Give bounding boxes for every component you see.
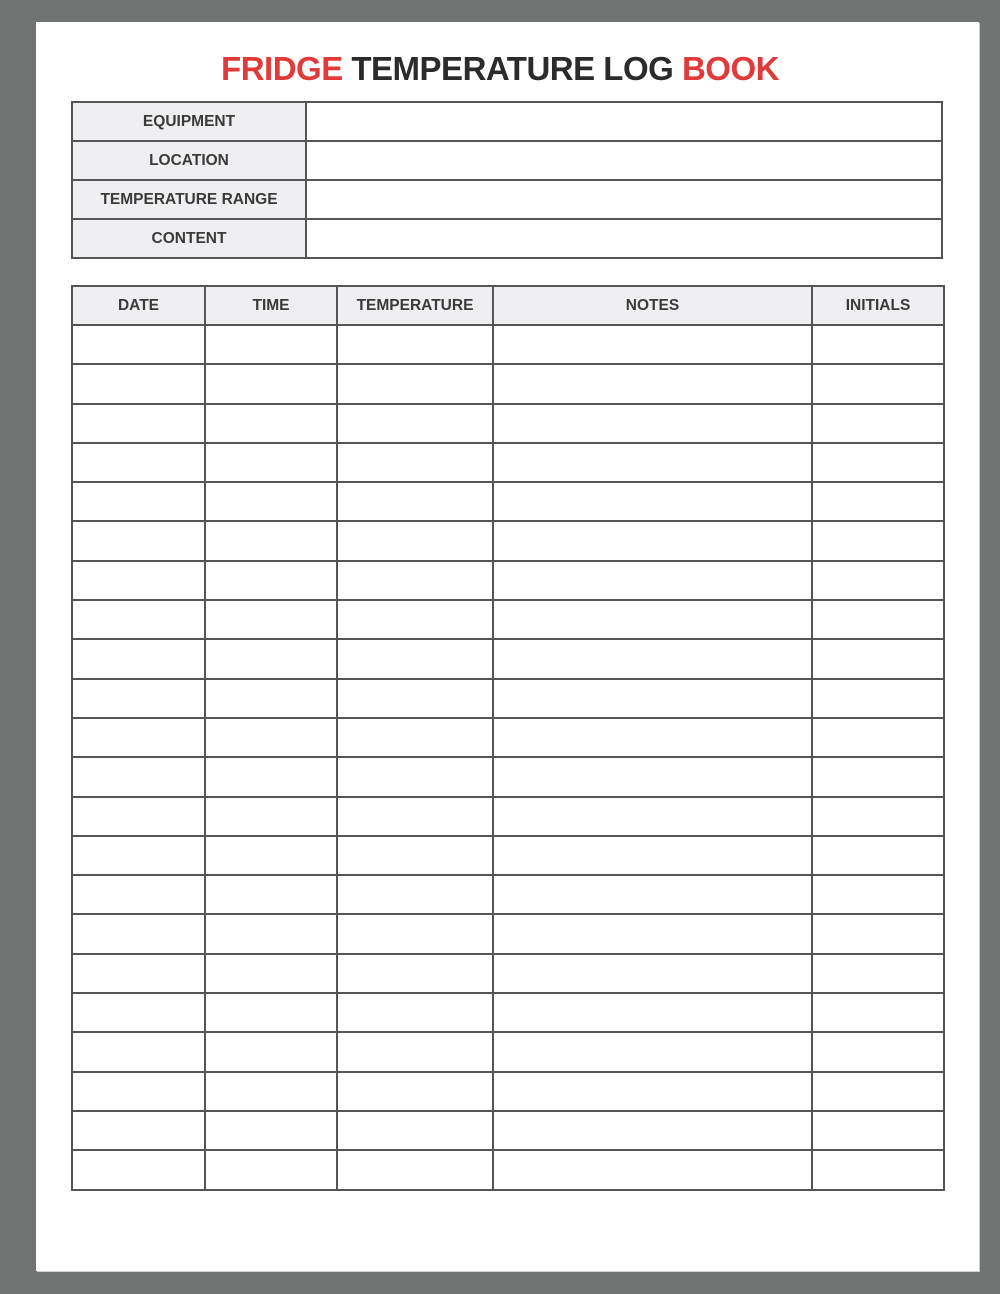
table-row — [72, 325, 944, 364]
date-cell[interactable] — [72, 757, 205, 796]
temperature-cell[interactable] — [337, 1111, 493, 1150]
date-cell[interactable] — [72, 1032, 205, 1071]
table-row — [72, 443, 944, 482]
initials-cell[interactable] — [812, 954, 944, 993]
table-row — [72, 718, 944, 757]
initials-cell[interactable] — [812, 521, 944, 560]
table-row — [72, 954, 944, 993]
initials-cell[interactable] — [812, 325, 944, 364]
table-row — [72, 521, 944, 560]
table-row — [72, 1072, 944, 1111]
date-cell[interactable] — [72, 797, 205, 836]
notes-cell[interactable] — [493, 797, 812, 836]
temperature-cell[interactable] — [337, 521, 493, 560]
temperature-cell[interactable] — [337, 1072, 493, 1111]
table-row — [72, 1150, 944, 1189]
table-row — [72, 757, 944, 796]
date-cell[interactable] — [72, 325, 205, 364]
date-cell[interactable] — [72, 1150, 205, 1189]
temperature-cell[interactable] — [337, 679, 493, 718]
page-title — [0, 52, 1000, 85]
temperature-cell[interactable] — [337, 443, 493, 482]
time-cell[interactable] — [205, 797, 337, 836]
date-cell[interactable] — [72, 1072, 205, 1111]
initials-cell[interactable] — [812, 404, 944, 443]
temperature-log-table — [71, 285, 945, 1191]
temperature-cell[interactable] — [337, 954, 493, 993]
info-row-temperature-range — [72, 180, 942, 219]
table-row — [72, 679, 944, 718]
time-cell[interactable] — [205, 679, 337, 718]
date-cell[interactable] — [72, 1111, 205, 1150]
temperature-cell[interactable] — [337, 404, 493, 443]
notes-cell[interactable] — [493, 914, 812, 953]
info-row-location — [72, 141, 942, 180]
temperature-cell[interactable] — [337, 836, 493, 875]
table-row — [72, 1032, 944, 1071]
time-cell[interactable] — [205, 1032, 337, 1071]
temperature-cell[interactable] — [337, 325, 493, 364]
date-cell[interactable] — [72, 954, 205, 993]
notes-cell[interactable] — [493, 600, 812, 639]
table-row — [72, 404, 944, 443]
date-cell[interactable] — [72, 993, 205, 1032]
time-cell[interactable] — [205, 757, 337, 796]
temperature-cell[interactable] — [337, 914, 493, 953]
notes-cell[interactable] — [493, 404, 812, 443]
temperature-cell[interactable] — [337, 797, 493, 836]
temperature-range-label: TEMPERATURE RANGE — [72, 180, 306, 219]
notes-cell[interactable] — [493, 836, 812, 875]
notes-cell[interactable] — [493, 482, 812, 521]
date-cell[interactable] — [72, 914, 205, 953]
initials-cell[interactable] — [812, 757, 944, 796]
notes-cell[interactable] — [493, 718, 812, 757]
initials-cell[interactable] — [812, 836, 944, 875]
temperature-cell[interactable] — [337, 364, 493, 403]
date-cell[interactable] — [72, 718, 205, 757]
temperature-cell[interactable] — [337, 757, 493, 796]
table-row — [72, 561, 944, 600]
initials-cell[interactable] — [812, 639, 944, 678]
table-row — [72, 797, 944, 836]
title-fridge: FRIDGE — [221, 50, 343, 87]
time-cell[interactable] — [205, 600, 337, 639]
initials-cell[interactable] — [812, 561, 944, 600]
time-cell[interactable] — [205, 718, 337, 757]
date-cell[interactable] — [72, 364, 205, 403]
table-row — [72, 875, 944, 914]
temperature-cell[interactable] — [337, 561, 493, 600]
table-row — [72, 993, 944, 1032]
content-label: CONTENT — [72, 219, 306, 258]
location-field[interactable] — [306, 141, 942, 180]
initials-cell[interactable] — [812, 875, 944, 914]
initials-cell[interactable] — [812, 1150, 944, 1189]
time-cell[interactable] — [205, 1111, 337, 1150]
info-row-equipment — [72, 102, 942, 141]
equipment-field[interactable] — [306, 102, 942, 141]
date-cell[interactable] — [72, 482, 205, 521]
date-cell[interactable] — [72, 679, 205, 718]
notes-cell[interactable] — [493, 561, 812, 600]
temperature-range-field[interactable] — [306, 180, 942, 219]
table-row — [72, 482, 944, 521]
initials-cell[interactable] — [812, 1032, 944, 1071]
time-cell[interactable] — [205, 1072, 337, 1111]
time-cell[interactable] — [205, 914, 337, 953]
log-header-row — [72, 286, 944, 325]
initials-cell[interactable] — [812, 718, 944, 757]
temperature-cell[interactable] — [337, 639, 493, 678]
time-cell[interactable] — [205, 561, 337, 600]
initials-cell[interactable] — [812, 600, 944, 639]
notes-cell[interactable] — [493, 1150, 812, 1189]
date-cell[interactable] — [72, 639, 205, 678]
log-body — [72, 325, 944, 1190]
notes-cell[interactable] — [493, 364, 812, 403]
notes-cell[interactable] — [493, 993, 812, 1032]
time-cell[interactable] — [205, 954, 337, 993]
initials-cell[interactable] — [812, 797, 944, 836]
column-header-date: DATE — [72, 286, 205, 325]
time-cell[interactable] — [205, 364, 337, 403]
notes-cell[interactable] — [493, 521, 812, 560]
table-row — [72, 914, 944, 953]
notes-cell[interactable] — [493, 954, 812, 993]
table-row — [72, 600, 944, 639]
time-cell[interactable] — [205, 836, 337, 875]
date-cell[interactable] — [72, 443, 205, 482]
initials-cell[interactable] — [812, 1072, 944, 1111]
time-cell[interactable] — [205, 875, 337, 914]
temperature-cell[interactable] — [337, 1150, 493, 1189]
time-cell[interactable] — [205, 325, 337, 364]
column-header-initials: INITIALS — [812, 286, 944, 325]
temperature-cell[interactable] — [337, 993, 493, 1032]
notes-cell[interactable] — [493, 679, 812, 718]
equipment-label: EQUIPMENT — [72, 102, 306, 141]
info-row-content — [72, 219, 942, 258]
temperature-cell[interactable] — [337, 482, 493, 521]
location-label: LOCATION — [72, 141, 306, 180]
date-cell[interactable] — [72, 600, 205, 639]
notes-cell[interactable] — [493, 1111, 812, 1150]
notes-cell[interactable] — [493, 443, 812, 482]
date-cell[interactable] — [72, 836, 205, 875]
initials-cell[interactable] — [812, 914, 944, 953]
initials-cell[interactable] — [812, 482, 944, 521]
initials-cell[interactable] — [812, 1111, 944, 1150]
title-temperature-log: TEMPERATURE LOG — [342, 50, 682, 87]
notes-cell[interactable] — [493, 325, 812, 364]
time-cell[interactable] — [205, 1150, 337, 1189]
time-cell[interactable] — [205, 521, 337, 560]
time-cell[interactable] — [205, 482, 337, 521]
initials-cell[interactable] — [812, 364, 944, 403]
content-field[interactable] — [306, 219, 942, 258]
notes-cell[interactable] — [493, 1072, 812, 1111]
temperature-cell[interactable] — [337, 875, 493, 914]
notes-cell[interactable] — [493, 757, 812, 796]
table-row — [72, 639, 944, 678]
time-cell[interactable] — [205, 443, 337, 482]
temperature-cell[interactable] — [337, 718, 493, 757]
time-cell[interactable] — [205, 639, 337, 678]
table-row — [72, 1111, 944, 1150]
initials-cell[interactable] — [812, 443, 944, 482]
column-header-temperature: TEMPERATURE — [337, 286, 493, 325]
date-cell[interactable] — [72, 521, 205, 560]
table-row — [72, 836, 944, 875]
notes-cell[interactable] — [493, 639, 812, 678]
column-header-notes: NOTES — [493, 286, 812, 325]
equipment-info-table — [71, 101, 943, 259]
date-cell[interactable] — [72, 561, 205, 600]
initials-cell[interactable] — [812, 993, 944, 1032]
notes-cell[interactable] — [493, 1032, 812, 1071]
time-cell[interactable] — [205, 993, 337, 1032]
time-cell[interactable] — [205, 404, 337, 443]
column-header-time: TIME — [205, 286, 337, 325]
temperature-cell[interactable] — [337, 600, 493, 639]
table-row — [72, 364, 944, 403]
date-cell[interactable] — [72, 404, 205, 443]
title-book: BOOK — [681, 50, 779, 87]
initials-cell[interactable] — [812, 679, 944, 718]
temperature-cell[interactable] — [337, 1032, 493, 1071]
notes-cell[interactable] — [493, 875, 812, 914]
date-cell[interactable] — [72, 875, 205, 914]
